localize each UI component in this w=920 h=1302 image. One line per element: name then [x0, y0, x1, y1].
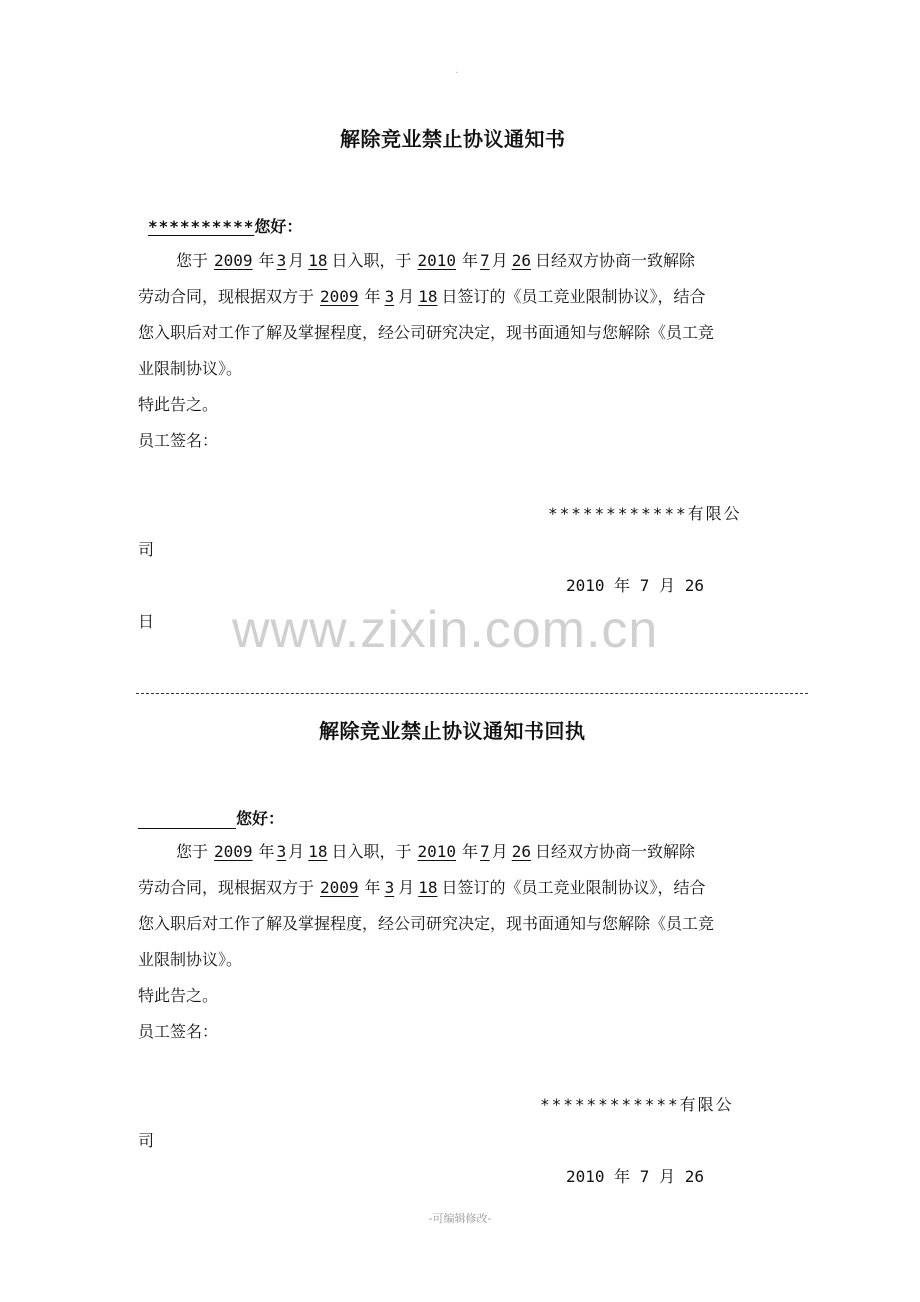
join-day: 18	[308, 251, 328, 270]
addressee-name: **********	[148, 217, 255, 236]
receipt-paragraph-line-2	[138, 879, 706, 897]
receipt-paragraph-line-1	[176, 843, 695, 861]
text: 月	[288, 251, 305, 270]
text: 日入职，于	[331, 842, 412, 861]
text: 年	[258, 842, 275, 861]
notice-paragraph-line-4: 业限制协议》。	[138, 359, 243, 378]
end-month: 7	[480, 251, 490, 270]
text: 年	[258, 251, 275, 270]
greeting-text: 您好：	[236, 809, 285, 828]
join-day: 18	[308, 842, 328, 861]
text: 日经双方协商一致解除	[534, 251, 695, 270]
text: 日签订的《员工竞业限制协议》，结合	[441, 287, 706, 306]
page-footer: -可编辑修改-	[428, 1212, 492, 1225]
sign-month: 3	[384, 287, 395, 306]
end-year: 2010	[417, 251, 457, 270]
receipt-title: 解除竞业禁止协议通知书回执	[319, 719, 586, 743]
receipt-company-name	[540, 1096, 734, 1114]
text: 年	[462, 251, 479, 270]
text: 日经双方协商一致解除	[534, 842, 695, 861]
company-name-text: ************有限公	[540, 1095, 734, 1114]
text: 年	[364, 287, 381, 306]
receipt-company-name-wrap: 司	[138, 1131, 155, 1150]
text: 月	[398, 287, 415, 306]
text: 月	[288, 842, 305, 861]
text: 劳动合同，现根据双方于	[138, 878, 315, 897]
sign-day: 18	[418, 287, 438, 306]
join-month: 3	[276, 251, 287, 270]
text: 您于	[176, 842, 209, 861]
notice-company-name-wrap: 司	[138, 540, 155, 559]
text: 年	[364, 878, 381, 897]
header-dot: ·	[455, 68, 459, 79]
site-watermark: www.zixin.com.cn	[232, 601, 659, 659]
notice-paragraph-line-2	[138, 288, 706, 306]
end-day: 26	[511, 251, 531, 270]
notice-paragraph-line-3: 您入职后对工作了解及掌握程度，经公司研究决定，现书面通知与您解除《员工竞	[138, 323, 715, 342]
sign-year: 2009	[320, 878, 359, 897]
join-month: 3	[276, 842, 287, 861]
text: 日入职，于	[331, 251, 412, 270]
notice-company-name	[548, 505, 742, 523]
greeting-text: 您好：	[254, 217, 303, 236]
join-year: 2009	[214, 842, 253, 861]
text: 劳动合同，现根据双方于	[138, 287, 315, 306]
end-day: 26	[511, 842, 531, 861]
receipt-paragraph-line-3: 您入职后对工作了解及掌握程度，经公司研究决定，现书面通知与您解除《员工竞	[138, 914, 715, 933]
sign-month: 3	[384, 878, 395, 897]
end-year: 2010	[417, 842, 457, 861]
receipt-date: 2010 年 7 月 26	[566, 1167, 704, 1186]
text: 月	[491, 842, 508, 861]
receipt-employee-signature-label: 员工签名：	[138, 1022, 219, 1041]
cut-line-divider	[136, 693, 808, 694]
notice-title: 解除竞业禁止协议通知书	[340, 127, 566, 151]
end-month: 7	[480, 842, 490, 861]
sign-year: 2009	[320, 287, 359, 306]
receipt-closing: 特此告之。	[138, 986, 219, 1005]
text: 月	[491, 251, 508, 270]
notice-date-wrap: 日	[138, 612, 155, 631]
sign-day: 18	[418, 878, 438, 897]
receipt-paragraph-line-4: 业限制协议》。	[138, 950, 243, 969]
notice-closing: 特此告之。	[138, 395, 219, 414]
join-year: 2009	[214, 251, 253, 270]
text: 年	[462, 842, 479, 861]
addressee-blank	[138, 810, 236, 829]
receipt-salutation	[138, 806, 284, 829]
text: 日签订的《员工竞业限制协议》，结合	[441, 878, 706, 897]
notice-employee-signature-label: 员工签名：	[138, 431, 219, 450]
notice-paragraph-line-1	[176, 252, 695, 270]
text: 月	[398, 878, 415, 897]
text: 您于	[176, 251, 209, 270]
notice-date: 2010 年 7 月 26	[566, 576, 704, 595]
notice-salutation	[138, 214, 302, 237]
company-name-text: ************有限公	[548, 504, 742, 523]
